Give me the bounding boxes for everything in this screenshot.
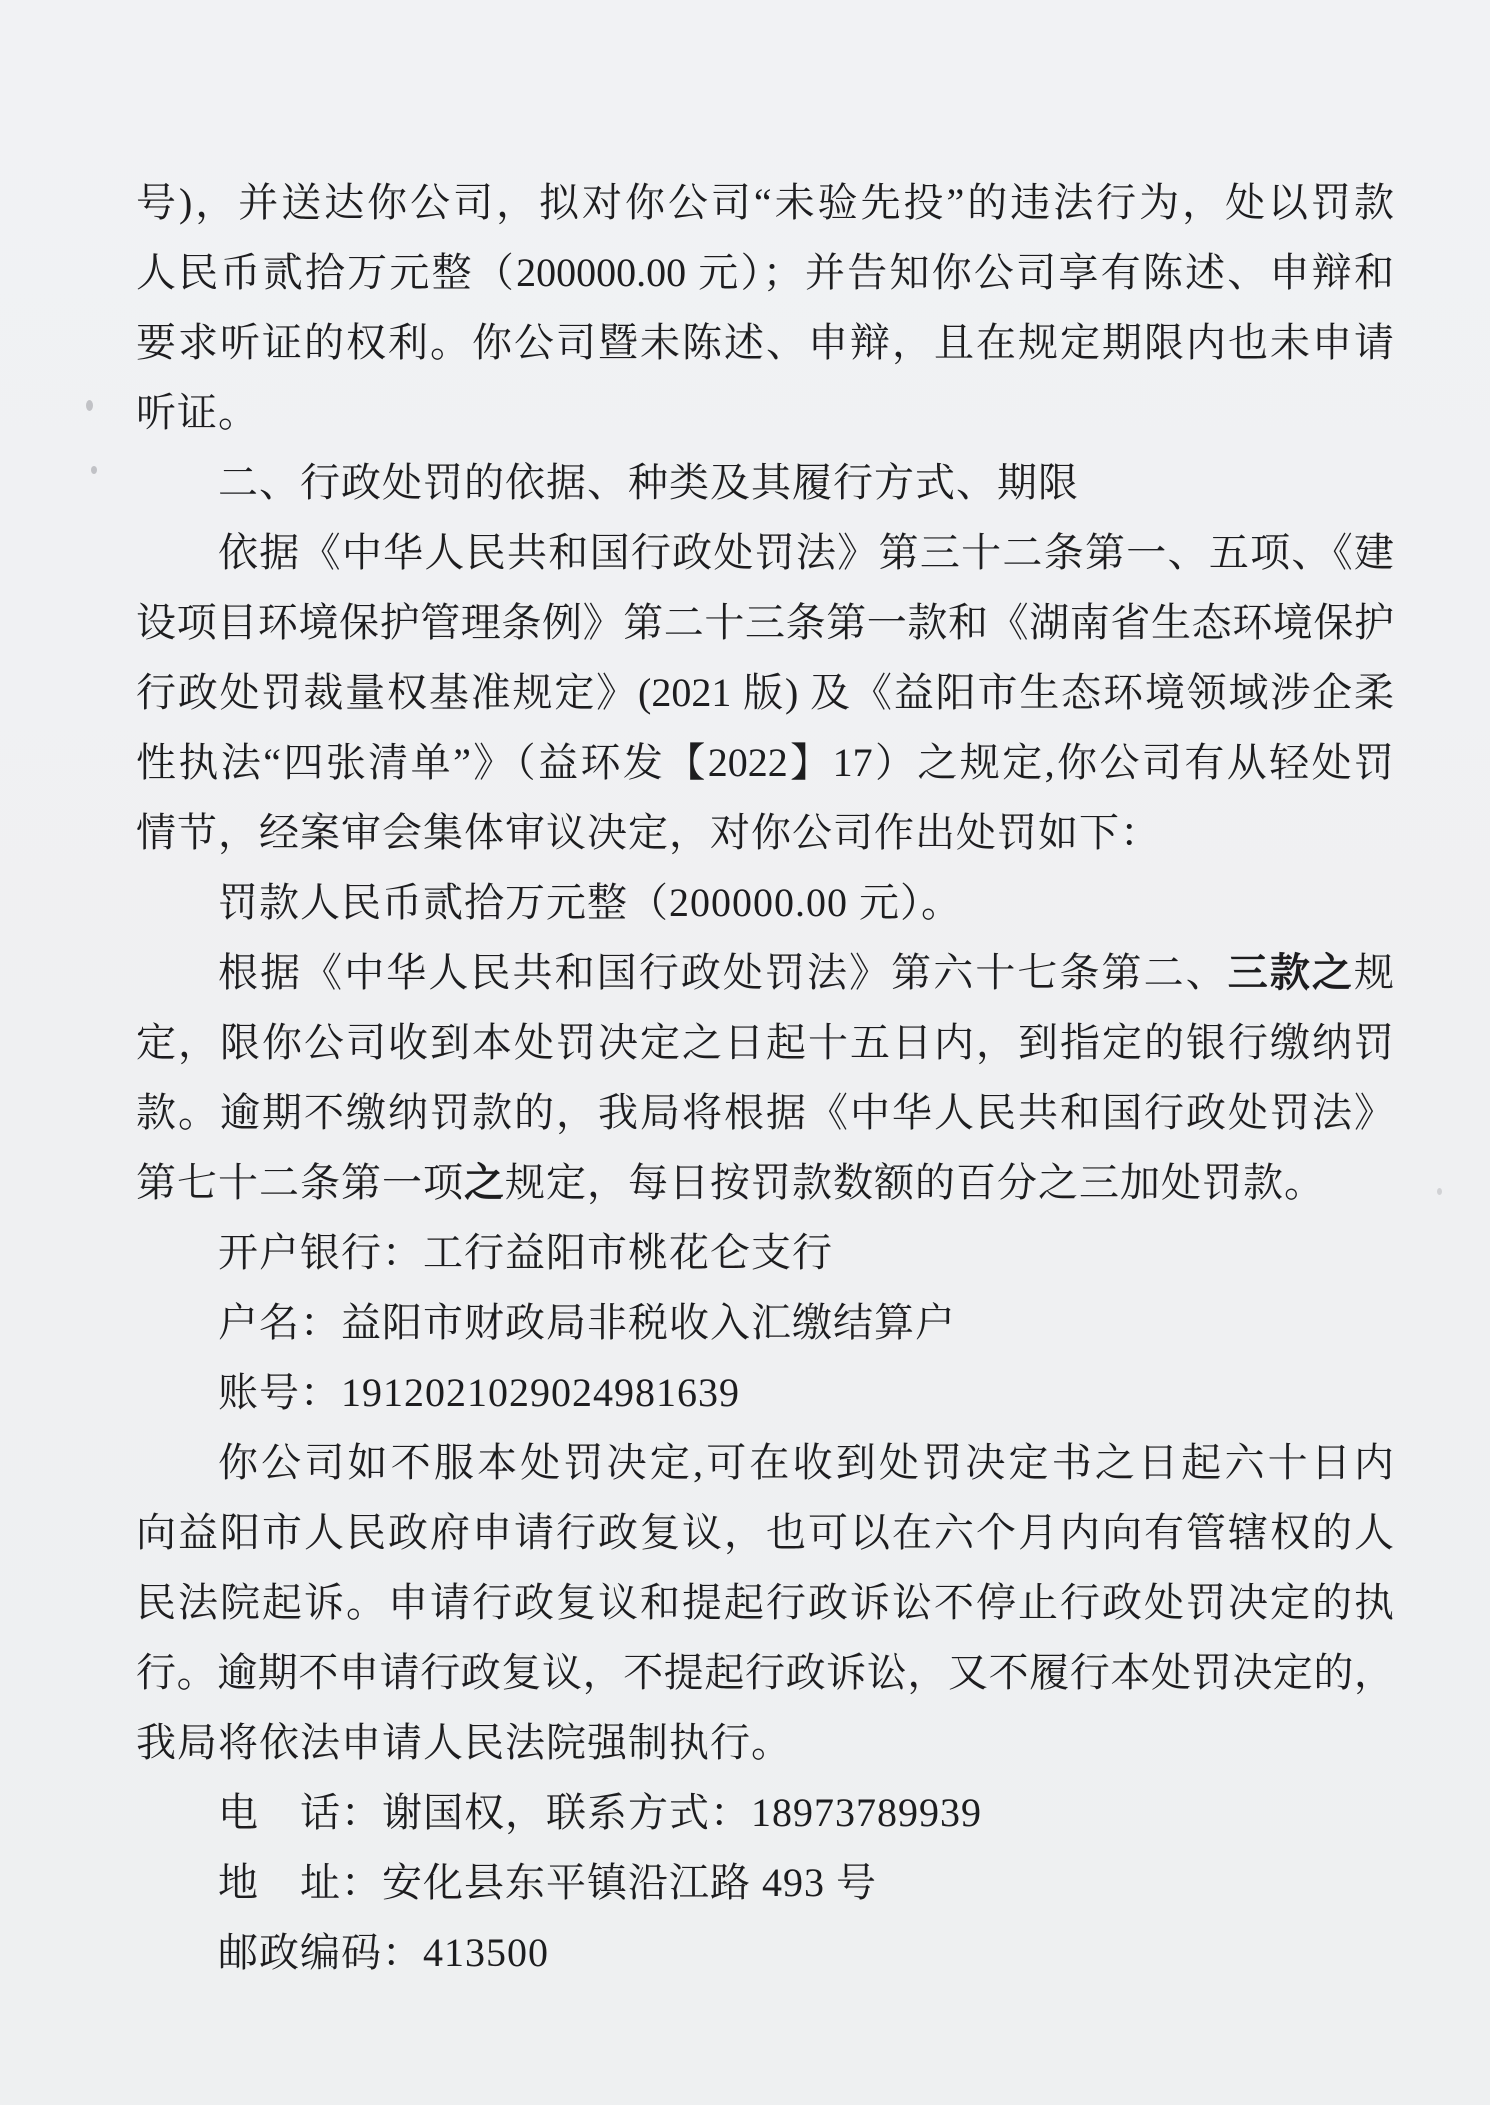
- text-line: [136, 1778, 1394, 1848]
- text-run: 账号：1912021029024981639: [218, 1370, 740, 1415]
- text-line: [136, 308, 1394, 378]
- text-line: [136, 518, 1394, 588]
- text-run: 人民币贰拾万元整（200000.00 元）；并告知你公司享有陈述、申辩和: [136, 250, 1394, 295]
- text-run: 邮政编码：413500: [218, 1930, 549, 1975]
- text-run: 号)，并送达你公司，拟对你公司“未验先投”的违法行为，处以罚款: [136, 180, 1394, 225]
- text-line: [136, 1148, 1394, 1218]
- scan-speckle: [86, 400, 93, 411]
- text-line: [136, 798, 1394, 868]
- text-line: [136, 1918, 1394, 1988]
- text-line: [136, 1498, 1394, 1568]
- text-run: 罚款人民币贰拾万元整（200000.00 元）。: [218, 880, 962, 925]
- text-line: [136, 1078, 1394, 1148]
- text-run: 行。逾期不申请行政复议，不提起行政诉讼，又不履行本处罚决定的，: [136, 1650, 1394, 1695]
- text-line: [136, 1708, 1394, 1778]
- text-run: 开户银行：工行益阳市桃花仑支行: [218, 1230, 833, 1275]
- text-line: [136, 168, 1394, 238]
- text-run: 第七十二条第一项: [136, 1160, 464, 1205]
- text-run: 地 址：安化县东平镇沿江路 493 号: [218, 1860, 877, 1905]
- text-line: [136, 658, 1394, 728]
- text-line: [136, 378, 1394, 448]
- text-line: [136, 1638, 1394, 1708]
- scan-speckle: [1437, 1188, 1442, 1195]
- text-run: 二、行政处罚的依据、种类及其履行方式、期限: [218, 460, 1079, 505]
- document-body: [136, 168, 1394, 1988]
- text-run: 定，限你公司收到本处罚决定之日起十五日内，到指定的银行缴纳罚: [136, 1020, 1394, 1065]
- text-line: [136, 1008, 1394, 1078]
- text-line: [136, 868, 1394, 938]
- text-run: 要求听证的权利。你公司暨未陈述、申辩，且在规定期限内也未申请: [136, 320, 1394, 365]
- text-run: 行政处罚裁量权基准规定》(2021 版) 及《益阳市生态环境领域涉企柔: [136, 670, 1394, 715]
- text-run: 款。逾期不缴纳罚款的，我局将根据《中华人民共和国行政处罚法》: [136, 1090, 1394, 1135]
- text-run: 听证。: [136, 390, 259, 435]
- text-line: [136, 1428, 1394, 1498]
- text-line: [136, 728, 1394, 798]
- text-line: [136, 448, 1394, 518]
- text-line: [136, 588, 1394, 658]
- text-run: 户名：益阳市财政局非税收入汇缴结算户: [218, 1300, 956, 1345]
- text-run: 设项目环境保护管理条例》第二十三条第一款和《湖南省生态环境保护: [136, 600, 1394, 645]
- text-line: [136, 938, 1394, 1008]
- text-line: [136, 1288, 1394, 1358]
- text-run: 规: [1354, 950, 1395, 995]
- text-run: 三款之: [1227, 950, 1355, 995]
- text-line: [136, 238, 1394, 308]
- text-line: [136, 1358, 1394, 1428]
- text-line: [136, 1568, 1394, 1638]
- text-run: 依据《中华人民共和国行政处罚法》第三十二条第一、五项、《建: [218, 530, 1394, 575]
- text-run: 情节，经案审会集体审议决定，对你公司作出处罚如下：: [136, 810, 1161, 855]
- text-run: 电 话：谢国权，联系方式：18973789939: [218, 1790, 982, 1835]
- text-run: 根据《中华人民共和国行政处罚法》第六十七条第二、: [218, 950, 1228, 995]
- text-run: 向益阳市人民政府申请行政复议，也可以在六个月内向有管辖权的人: [136, 1510, 1394, 1555]
- text-run: 性执法“四张清单”》（益环发【2022】17）之规定,你公司有从轻处罚: [136, 740, 1394, 785]
- text-line: [136, 1218, 1394, 1288]
- text-run: 之: [464, 1160, 505, 1205]
- text-run: 你公司如不服本处罚决定,可在收到处罚决定书之日起六十日内: [218, 1440, 1394, 1485]
- text-run: 规定，每日按罚款数额的百分之三加处罚款。: [505, 1160, 1325, 1205]
- text-run: 民法院起诉。申请行政复议和提起行政诉讼不停止行政处罚决定的执: [136, 1580, 1394, 1625]
- text-line: [136, 1848, 1394, 1918]
- scan-speckle: [91, 466, 97, 474]
- text-run: 我局将依法申请人民法院强制执行。: [136, 1720, 792, 1765]
